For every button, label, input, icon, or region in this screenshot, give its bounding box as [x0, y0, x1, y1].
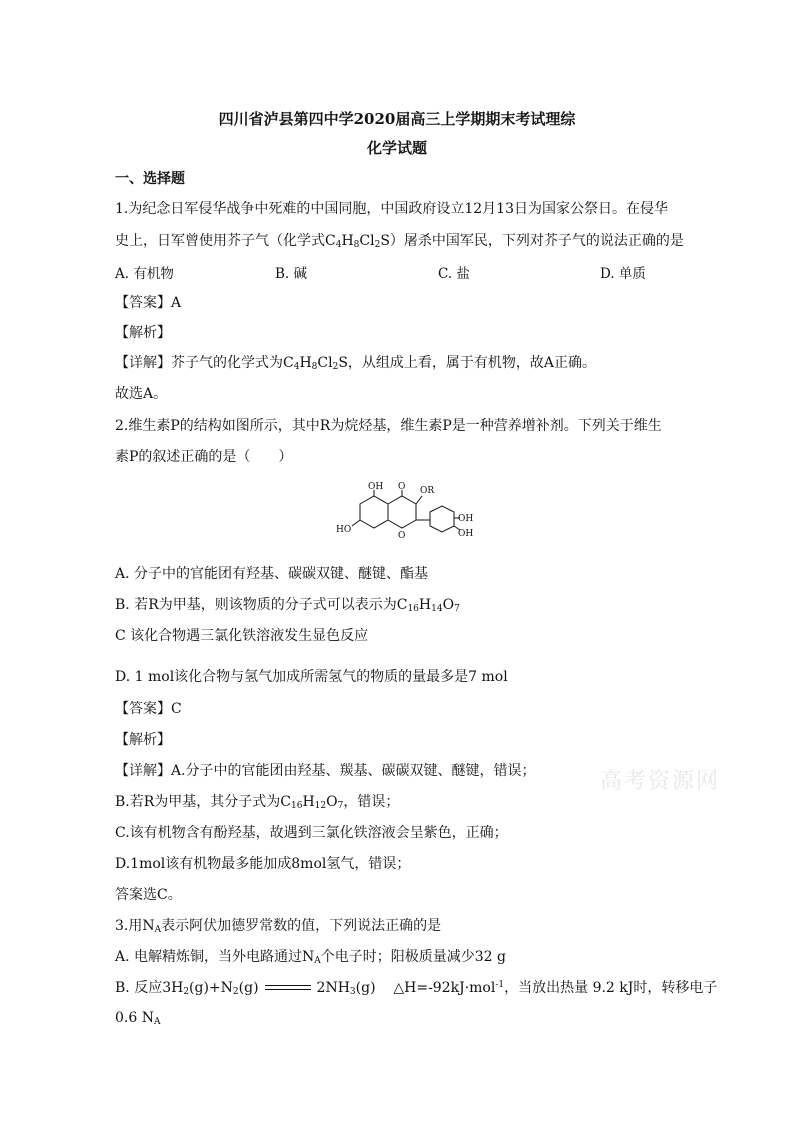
- q1-option-c: C. 盐: [438, 266, 470, 282]
- struct-label-oh-top: OH: [368, 482, 384, 492]
- equilibrium-arrow-icon: [265, 983, 311, 993]
- struct-label-o-carbonyl: O: [398, 482, 406, 492]
- q3-text: 3.用$N_A$表示阿伏加德罗常数的值，下列说法正确的是: [115, 918, 442, 935]
- document-title: 四川省泸县第四中学2020届高三上学期期末考试理综: [218, 110, 576, 128]
- q1-text-line2: 史上，日军曾使用芥子气（化学式$C_4H_8Cl_2S$）屠杀中国军民，下列对芥子气的说法正确的是: [115, 233, 684, 250]
- q2-detail-d: D.1mol该有机物最多能加成8mol氢气，错误；: [115, 856, 411, 872]
- q2-detail-b: B.若R为甲基，其分子式为$C_{16}H_{12}O_7$，错误；: [115, 794, 400, 811]
- q2-detail-c: C.该有机物含有酚羟基，故遇到三氯化铁溶液会呈紫色，正确；: [115, 825, 508, 841]
- q1-text-line1: 1.为纪念日军侵华战争中死难的中国同胞，中国政府设立12月13日为国家公祭日。在侵华: [115, 201, 668, 217]
- struct-label-oh-right2: OH: [458, 529, 474, 539]
- struct-label-or: OR: [420, 486, 435, 496]
- q1-option-b: B. 碱: [275, 266, 308, 282]
- struct-label-oh-right1: OH: [458, 514, 474, 524]
- q2-answer: 【答案】C: [115, 701, 182, 717]
- vitamin-p-structure: [330, 482, 474, 552]
- q2-option-c: C 该化合物遇三氯化铁溶液发生显色反应: [115, 628, 369, 644]
- q2-conclusion: 答案选C。: [115, 887, 182, 903]
- q2-analysis-label: 【解析】: [115, 732, 171, 748]
- q1-detail: 【详解】芥子气的化学式为$C_4H_8Cl_2S$，从组成上看，属于有机物，故A正确。: [115, 355, 597, 372]
- q3-option-a: A. 电解精炼铜，当外电路通过$N_A$个电子时；阳极质量减少32 g: [115, 949, 506, 966]
- section-heading: 一、选择题: [115, 171, 185, 187]
- q1-answer: 【答案】A: [115, 295, 182, 311]
- watermark: 高考资源网: [600, 769, 721, 794]
- q1-option-a: A. 有机物: [115, 266, 174, 282]
- q3-option-b-continued: 0.6 $N_A$: [115, 1010, 161, 1027]
- q2-option-b: B. 若R为甲基，则该物质的分子式可以表示为$C_{16}H_{14}O_7$: [115, 597, 460, 614]
- struct-label-o-ring: O: [398, 531, 406, 541]
- q1-analysis-label: 【解析】: [115, 325, 171, 341]
- q3-option-b: B. 反应$3H_2(g)+N_2(g)$ $2NH_3(g)$ △H=-92kJ·mol$^{-1}$，当放出热量 9.2 kJ时，转移电子: [115, 980, 718, 997]
- q2-option-d: D. 1 mol该化合物与氢气加成所需氢气的物质的量最多是7 mol: [115, 669, 508, 685]
- q1-option-d: D. 单质: [600, 266, 646, 282]
- document-subtitle: 化学试题: [366, 139, 427, 157]
- q2-text-line2: 素P的叙述正确的是（ ）: [115, 449, 293, 465]
- q2-option-a: A. 分子中的官能团有羟基、碳碳双键、醚键、酯基: [115, 566, 429, 582]
- q1-conclusion: 故选A。: [115, 386, 168, 402]
- struct-label-ho-left: HO: [336, 525, 352, 535]
- q2-text-line1: 2.维生素P的结构如图所示，其中R为烷烃基，维生素P是一种营养增补剂。下列关于维生: [115, 418, 662, 434]
- q2-detail-a: 【详解】A.分子中的官能团由羟基、羰基、碳碳双键、醚键，错误；: [115, 763, 536, 779]
